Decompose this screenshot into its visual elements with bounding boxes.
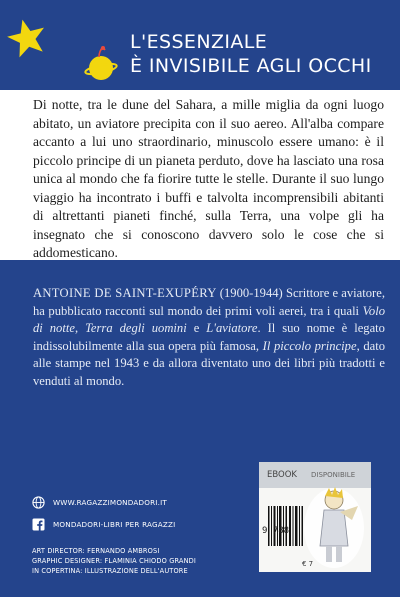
synopsis-text: Di notte, tra le dune del Sahara, a mille miglia da ogni luogo abitato, un aviatore precipita con il suo aereo. All'alba compare accanto a lui uno straordinario, minuscolo essere umano: è il piccolo principe di un pianeta perduto, dove ha lasciato una rosa unica al mondo che fa fiorire tutte le stelle. Durante il suo lungo viaggio ha incontrato i buffi e talvolta incomprensibili abitanti di altrettanti pianeti finché, sulla Terra, una volpe gli ha insegnato che si conoscono davvero solo le cose che si addomesticano.: [33, 97, 384, 260]
author-years: (1900-1944): [219, 286, 283, 300]
bio-part-2: . Il suo nome è legato indissolubilmente alla sua opera più famosa,: [33, 321, 385, 353]
price-label: € 7: [302, 560, 314, 568]
credit-graphic-designer: GRAPHIC DESIGNER: FLAMINIA CHIODO GRANDI: [32, 557, 196, 565]
bio-part-1: Scrittore e aviatore, ha pubblicato racconti sul mondo dei primi voli aerei, tra i quali: [33, 286, 385, 318]
planet-icon: [84, 46, 118, 86]
synopsis-panel: [0, 90, 400, 260]
bio-part-3: , dato alle stampe nel 1943 e da allora diventato uno dei libri più tradotti e venduti al mondo.: [33, 338, 386, 388]
facebook-icon: [32, 518, 45, 531]
tagline: [130, 30, 390, 78]
ebook-availability: DISPONIBILE: [311, 471, 356, 479]
globe-icon: [32, 496, 45, 509]
isbn-number: 9 788: [262, 526, 290, 536]
ebook-label: EBOOK: [267, 470, 298, 480]
website-link[interactable]: [32, 491, 252, 513]
book-title-1: Volo di notte: [33, 303, 385, 336]
star-icon: [4, 16, 50, 60]
author-name: ANTOINE DE SAINT-EXUPÉRY: [33, 286, 217, 300]
website-label: WWW.RAGAZZIMONDADORI.IT: [53, 497, 167, 507]
author-bio: [33, 285, 385, 391]
book-title-4: Il piccolo principe: [262, 338, 357, 353]
book-title-2: Terra degli uomini: [85, 321, 187, 336]
credits: [32, 546, 252, 576]
tagline-line-1: L'ESSENZIALE: [130, 31, 268, 53]
facebook-label: MONDADORI-LIBRI PER RAGAZZI: [53, 519, 176, 529]
credit-art-director: ART DIRECTOR: FERNANDO AMBROSI: [32, 547, 160, 555]
book-title-3: L'aviatore: [206, 321, 258, 336]
credit-cover-illustration: IN COPERTINA: ILLUSTRAZIONE DELL'AUTORE: [32, 567, 188, 575]
bio-sep-2: e: [193, 321, 200, 336]
social-links: [32, 491, 252, 535]
little-prince-sticker: [296, 476, 368, 572]
tagline-line-2: È INVISIBILE AGLI OCCHI: [130, 55, 372, 77]
bottom-edge: [0, 575, 400, 597]
facebook-link[interactable]: [32, 513, 252, 535]
bio-sep-1: ,: [74, 321, 79, 336]
